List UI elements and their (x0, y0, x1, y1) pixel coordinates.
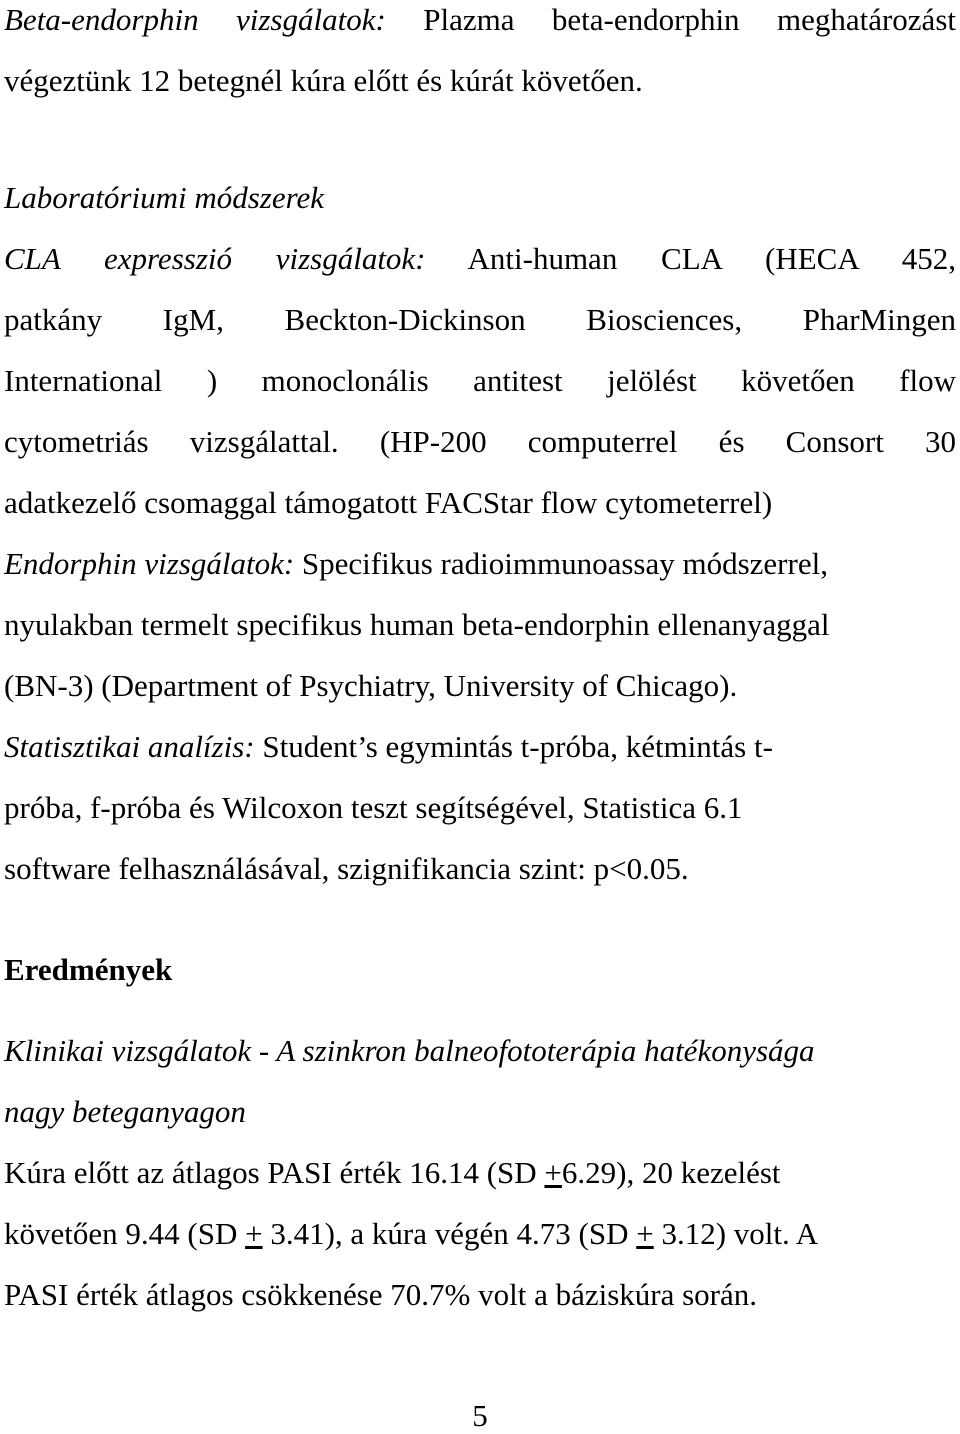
beta-endorphin-label: Beta-endorphin vizsgálatok: (4, 2, 386, 37)
cla-label: CLA expresszió vizsgálatok: (4, 241, 426, 276)
paragraph-line: adatkezelő csomaggal támogatott FACStar flow cytometerrel) (4, 485, 773, 520)
section-heading-lab-methods: Laboratóriumi módszerek (4, 180, 325, 215)
text-span: 6.29), 20 kezelést (561, 1155, 781, 1190)
text-span: Plazma beta-endorphin meghatározást (385, 2, 956, 37)
paragraph-line (4, 241, 956, 277)
paragraph-line: nyulakban termelt specifikus human beta-endorphin ellenanyaggal (4, 607, 830, 642)
subsection-heading: Klinikai vizsgálatok - A szinkron balneofototerápia hatékonysága (4, 1033, 815, 1068)
paragraph-line: PASI érték átlagos csökkenése 70.7% volt a báziskúra során. (4, 1277, 758, 1312)
section-heading-results: Eredmények (4, 952, 173, 987)
paragraph-line: (BN-3) (Department of Psychiatry, University of Chicago). (4, 668, 738, 703)
paragraph-line (4, 1216, 956, 1252)
text-span: Kúra előtt az átlagos PASI érték 16.14 (SD (4, 1155, 545, 1190)
paragraph-line: International ) monoclonális antitest jelölést követően flow (4, 363, 956, 398)
text-span: 3.12) volt. A (653, 1216, 819, 1251)
statistics-label: Statisztikai analízis: (4, 729, 255, 764)
paragraph-line: patkány IgM, Beckton-Dickinson Biosciences, PharMingen (4, 302, 956, 337)
subsection-heading: nagy beteganyagon (4, 1094, 246, 1129)
plus-minus-sign: + (636, 1216, 654, 1251)
text-span: Specifikus radioimmunoassay módszerrel, (294, 546, 828, 581)
paragraph-line: software felhasználásával, szignifikancia szint: p<0.05. (4, 851, 689, 886)
paragraph-line: végeztünk 12 betegnél kúra előtt és kúrát követően. (4, 63, 643, 98)
paragraph-line: cytometriás vizsgálattal. (HP-200 computerrel és Consort 30 (4, 424, 956, 459)
paragraph-line (4, 2, 956, 38)
plus-minus-sign: + (544, 1155, 562, 1190)
text-span: Student’s egymintás t-próba, kétmintás t- (254, 729, 773, 764)
page-number: 5 (472, 1398, 488, 1433)
text-span: követően 9.44 (SD (4, 1216, 246, 1251)
paragraph-line (4, 546, 956, 582)
text-span: 3.41), a kúra végén 4.73 (SD (262, 1216, 637, 1251)
text-span: Anti-human CLA (HECA 452, (425, 241, 956, 276)
paragraph-line (4, 1155, 956, 1191)
plus-minus-sign: + (245, 1216, 263, 1251)
paragraph-line (4, 729, 956, 765)
endorphin-label: Endorphin vizsgálatok: (4, 546, 295, 581)
paragraph-line: próba, f-próba és Wilcoxon teszt segítségével, Statistica 6.1 (4, 790, 743, 825)
